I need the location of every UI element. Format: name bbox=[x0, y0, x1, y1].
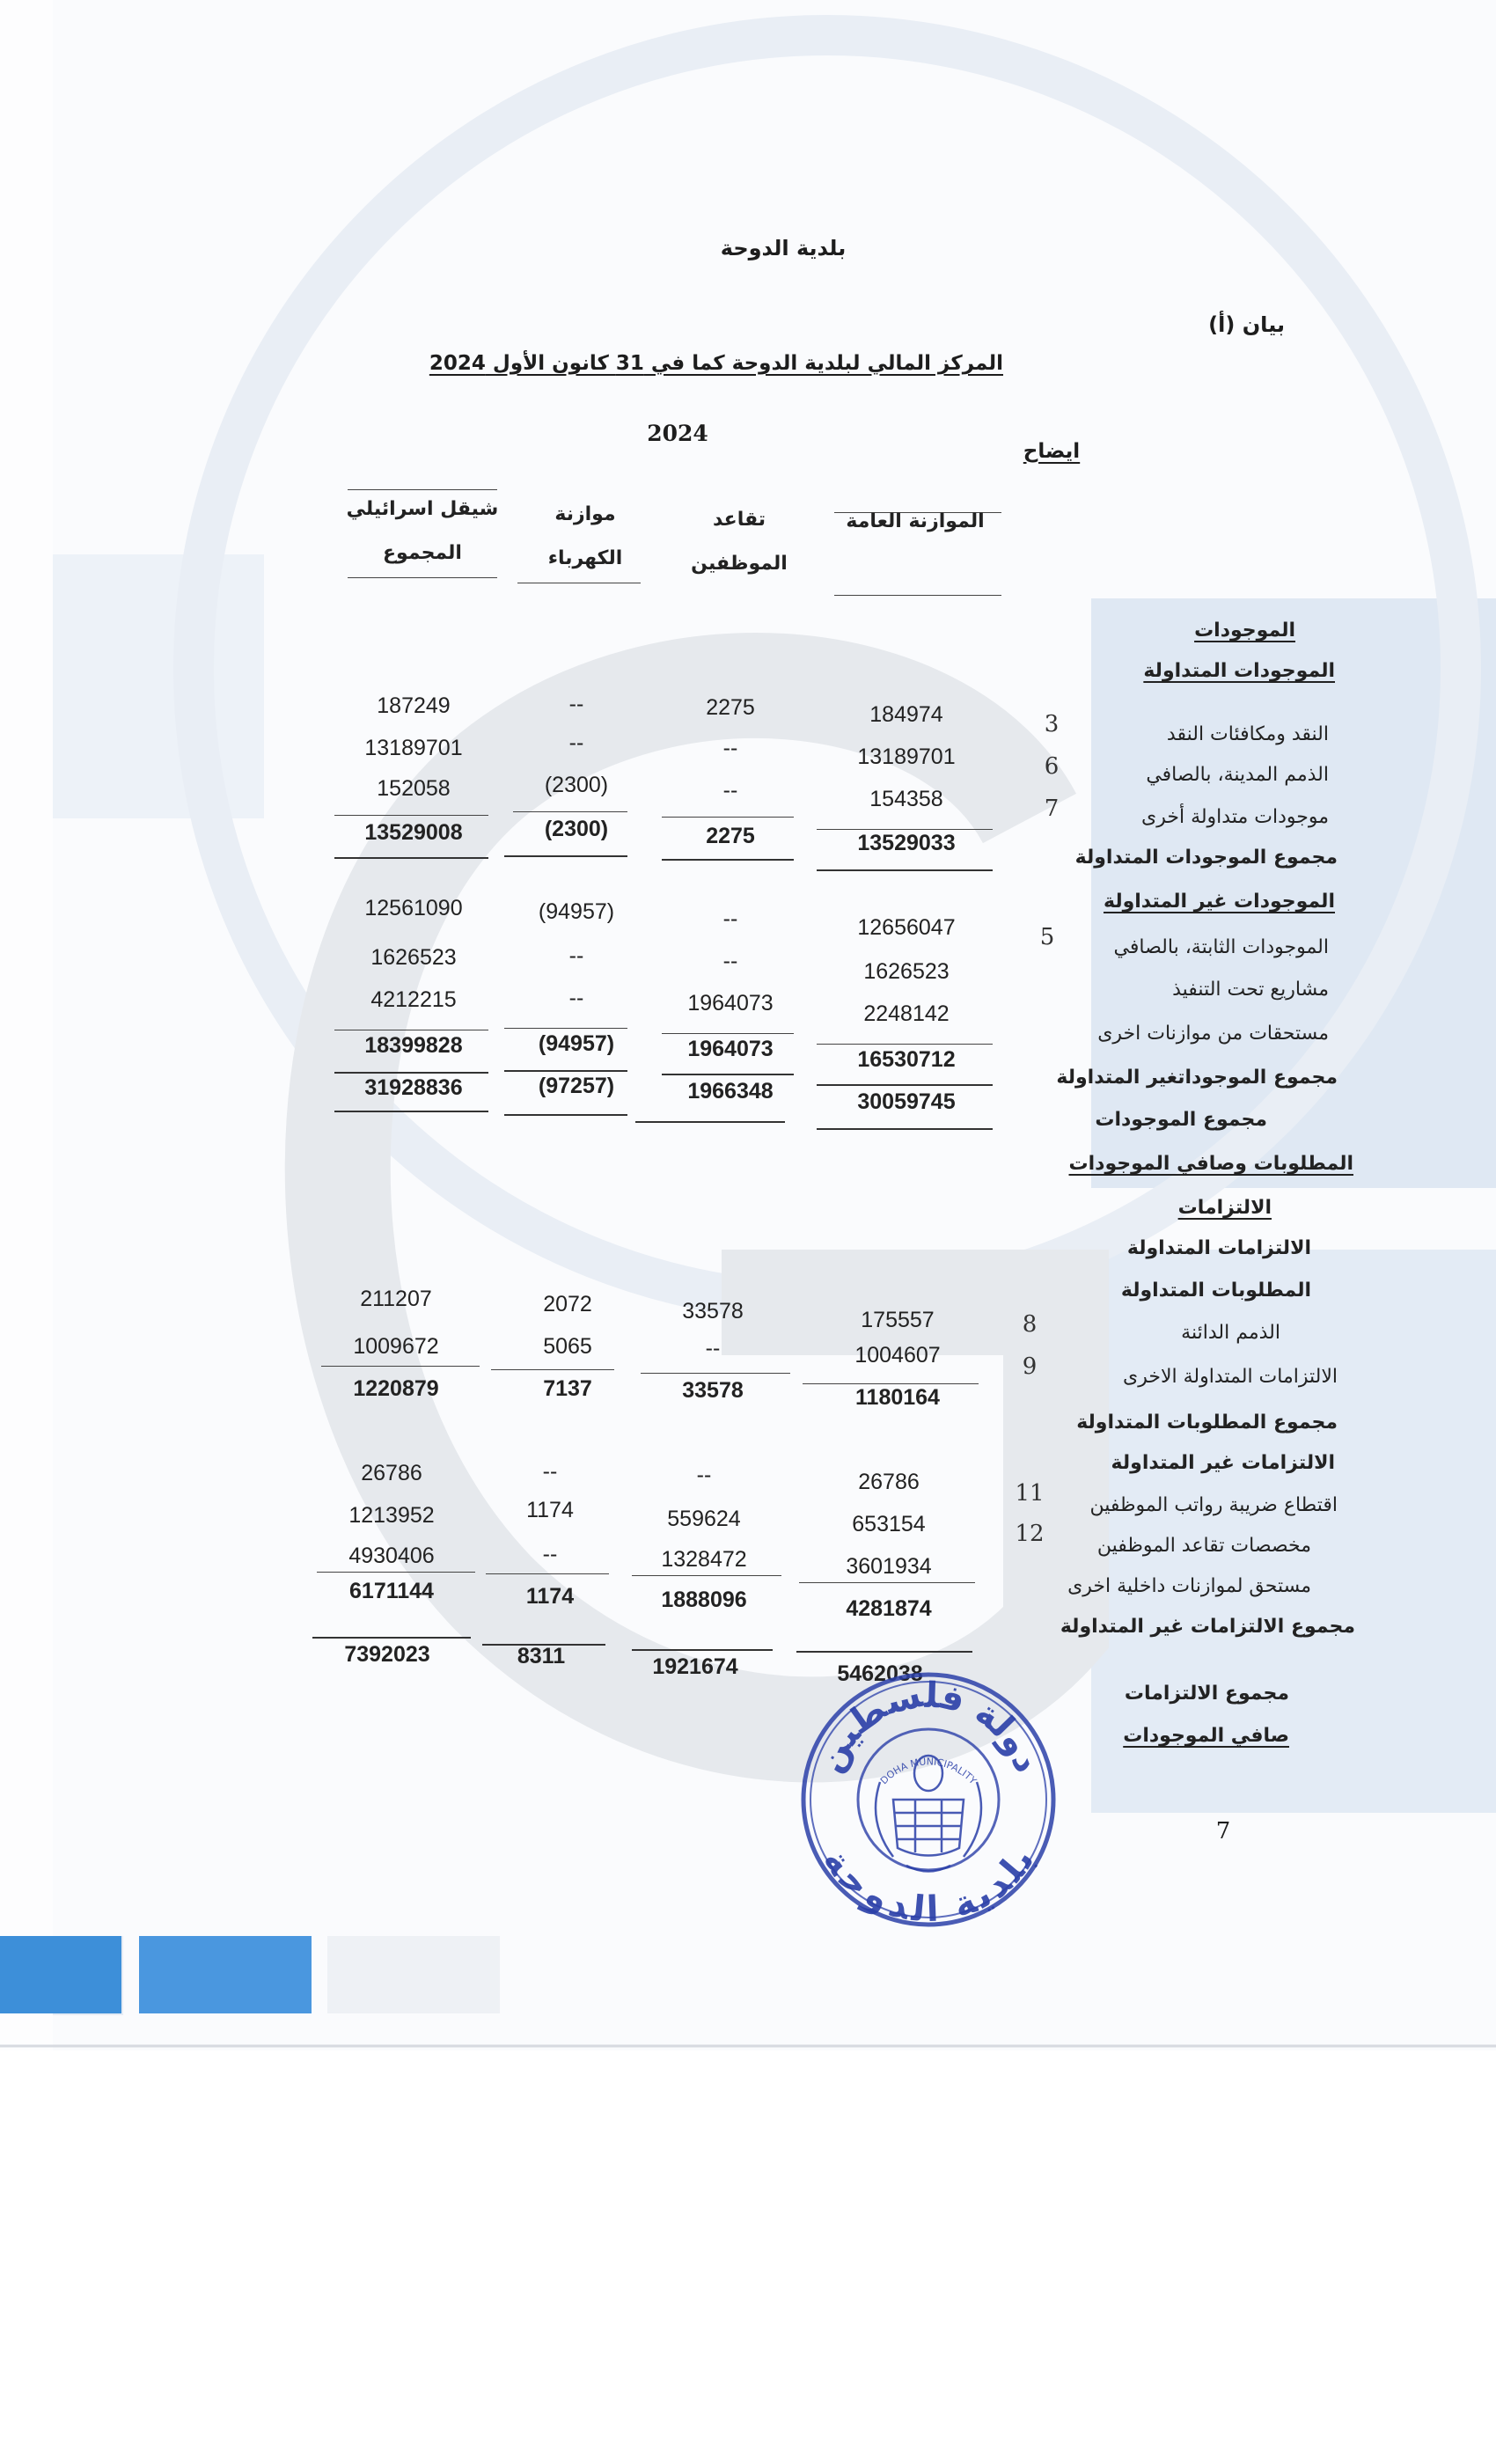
rule-between-totals bbox=[504, 1070, 627, 1072]
section-net-assets: صافي الموجودات bbox=[1123, 1725, 1289, 1747]
row-general: 3601934 bbox=[846, 1554, 932, 1579]
year-heading: 2024 bbox=[647, 421, 708, 446]
rule-above-total-obligations bbox=[632, 1649, 773, 1651]
row-general: 1004607 bbox=[854, 1343, 941, 1368]
total-current-liabilities-total: 1220879 bbox=[353, 1376, 439, 1401]
rule-above-total-obligations bbox=[796, 1651, 972, 1653]
total-non-current-obligations-general: 4281874 bbox=[846, 1596, 932, 1621]
total-non-current-obligations-electricity: 1174 bbox=[525, 1584, 575, 1609]
rule-above-non-current-obligations-total bbox=[632, 1575, 781, 1576]
row-label: مستحقات من موازنات اخرى bbox=[1097, 1023, 1329, 1045]
rule-above-current-assets-total bbox=[662, 817, 794, 818]
row-electricity: 1174 bbox=[526, 1498, 574, 1522]
column-header-pension-line1: تقاعد bbox=[712, 509, 766, 531]
row-pension: 2275 bbox=[706, 695, 755, 720]
row-total: 1626523 bbox=[370, 945, 457, 970]
total-non-current-total: 18399828 bbox=[364, 1033, 463, 1058]
section-total-non-current-obligations: مجموع الالتزامات غير المتداولة bbox=[1060, 1616, 1355, 1638]
row-electricity: -- bbox=[568, 986, 584, 1010]
row-total: 13189701 bbox=[364, 736, 463, 760]
total-obligations-pension: 1921674 bbox=[652, 1654, 738, 1679]
rule-above-current-assets-total bbox=[513, 811, 627, 812]
total-non-current-pension: 1964073 bbox=[687, 1037, 774, 1061]
row-general: 26786 bbox=[858, 1470, 920, 1494]
total-assets-pension: 1966348 bbox=[687, 1079, 774, 1104]
row-total: 1213952 bbox=[348, 1503, 435, 1528]
row-general: 13189701 bbox=[857, 744, 956, 769]
notes-column-header: ايضاح bbox=[1023, 440, 1081, 463]
section-current-liabilities: المطلوبات المتداولة bbox=[1120, 1280, 1311, 1302]
row-label: الذمم الدائنة bbox=[1181, 1322, 1280, 1344]
section-non-current-obligations: الالتزامات غير المتداولة bbox=[1111, 1452, 1335, 1474]
official-stamp bbox=[796, 1668, 1060, 1932]
rule-below-current-assets-total bbox=[817, 869, 993, 871]
column-header-electricity-line1: موازنة bbox=[554, 503, 616, 525]
row-electricity: 2072 bbox=[543, 1292, 592, 1316]
rule-below-total-assets bbox=[504, 1114, 627, 1116]
rule-above-non-current-obligations-total bbox=[317, 1572, 475, 1573]
rule-below-current-assets-total bbox=[334, 857, 488, 859]
section-non-current-assets: الموجودات غير المتداولة bbox=[1103, 891, 1335, 913]
row-label: مخصصات تقاعد الموظفين bbox=[1096, 1535, 1311, 1557]
row-electricity: (2300) bbox=[544, 773, 609, 797]
section-liabilities-and-net-assets: المطلوبات وصافي الموجودات bbox=[1068, 1153, 1353, 1175]
rule-below-current-assets-total bbox=[504, 855, 627, 857]
rule-above-non-current-total bbox=[662, 1033, 794, 1034]
row-general: 184974 bbox=[869, 702, 943, 727]
rule-above-non-current-total bbox=[817, 1044, 993, 1045]
column-header-electricity-line2: الكهرباء bbox=[547, 547, 623, 569]
column-header-general-budget: الموازنة العامة bbox=[846, 510, 985, 532]
total-non-current-electricity: (94957) bbox=[538, 1031, 615, 1056]
row-total: 26786 bbox=[361, 1461, 422, 1485]
total-assets-general: 30059745 bbox=[857, 1089, 956, 1114]
report-title: المركز المالي لبلدية الدوحة كما في 31 كانون الأول 2024 bbox=[429, 352, 1003, 375]
row-note: 7 bbox=[1044, 796, 1060, 822]
section-assets: الموجودات bbox=[1194, 620, 1295, 642]
section-current-assets: الموجودات المتداولة bbox=[1143, 660, 1335, 682]
column-header-pension-line2: الموظفين bbox=[691, 553, 788, 575]
section-total-assets: مجموع الموجودات bbox=[1095, 1109, 1267, 1131]
rule-between-totals bbox=[817, 1084, 993, 1086]
total-current-assets-general: 13529033 bbox=[857, 831, 956, 855]
municipality-name: بلدية الدوحة bbox=[720, 236, 847, 260]
section-total-current-liabilities: مجموع المطلوبات المتداولة bbox=[1076, 1412, 1338, 1434]
row-electricity: -- bbox=[568, 730, 584, 755]
row-pension: -- bbox=[722, 736, 738, 760]
row-total: 152058 bbox=[377, 776, 451, 801]
row-note: 11 bbox=[1015, 1480, 1045, 1507]
row-general: 12656047 bbox=[857, 915, 956, 940]
header-rule-general-bottom bbox=[834, 595, 1001, 596]
row-label: موجودات متداولة أخرى bbox=[1141, 806, 1329, 828]
row-pension: -- bbox=[722, 906, 738, 931]
rule-above-non-current-obligations-total bbox=[486, 1573, 609, 1574]
column-header-total-line2: المجموع bbox=[383, 542, 462, 564]
rule-above-current-liabilities-total bbox=[491, 1369, 614, 1370]
section-total-current-assets: مجموع الموجودات المتداولة bbox=[1074, 847, 1338, 869]
rule-between-totals bbox=[662, 1074, 794, 1075]
total-current-assets-pension: 2275 bbox=[706, 824, 755, 848]
row-general: 2248142 bbox=[863, 1001, 950, 1026]
stamp-english-text: DOHA MUNICIPALITY bbox=[877, 1756, 979, 1787]
row-general: 653154 bbox=[852, 1512, 926, 1536]
row-pension: 33578 bbox=[682, 1299, 744, 1324]
rule-between-totals bbox=[334, 1072, 488, 1074]
row-pension: 559624 bbox=[667, 1507, 741, 1531]
row-label: النقد ومكافئات النقد bbox=[1166, 723, 1329, 745]
stamp-bottom-text: بلدية الدوحة bbox=[815, 1841, 1043, 1931]
total-obligations-electricity: 8311 bbox=[517, 1644, 566, 1668]
rule-above-current-assets-total bbox=[334, 815, 488, 816]
total-assets-electricity: (97257) bbox=[538, 1074, 615, 1098]
row-general: 154358 bbox=[869, 787, 943, 811]
rule-above-current-assets-total bbox=[817, 829, 993, 830]
row-pension: 1964073 bbox=[687, 991, 774, 1016]
section-obligations: الالتزامات bbox=[1177, 1197, 1272, 1219]
row-label: مشاريع تحت التنفيذ bbox=[1172, 979, 1329, 1001]
row-note: 8 bbox=[1022, 1311, 1038, 1338]
total-obligations-total: 7392023 bbox=[344, 1642, 430, 1667]
row-note: 5 bbox=[1039, 924, 1055, 950]
section-total-obligations: مجموع الالتزامات bbox=[1124, 1683, 1289, 1705]
rule-above-current-liabilities-total bbox=[803, 1383, 979, 1384]
row-pension: -- bbox=[722, 778, 738, 803]
rule-below-total-assets bbox=[635, 1121, 785, 1123]
row-pension: 1328472 bbox=[661, 1547, 747, 1572]
row-note: 12 bbox=[1015, 1521, 1045, 1547]
row-total: 187249 bbox=[377, 693, 451, 718]
rule-above-non-current-total bbox=[504, 1028, 627, 1029]
total-non-current-obligations-pension: 1888096 bbox=[661, 1588, 747, 1612]
row-electricity: -- bbox=[542, 1459, 558, 1484]
total-current-assets-total: 13529008 bbox=[364, 820, 463, 845]
row-label: مستحق لموازنات داخلية اخرى bbox=[1067, 1575, 1311, 1597]
total-assets-total: 31928836 bbox=[364, 1075, 463, 1100]
row-pension: -- bbox=[696, 1463, 712, 1487]
rule-below-total-assets bbox=[817, 1128, 993, 1130]
total-current-liabilities-general: 1180164 bbox=[855, 1385, 940, 1410]
total-obligations-general: 5462038 bbox=[837, 1661, 923, 1686]
rule-above-total-obligations bbox=[312, 1637, 471, 1639]
row-total: 211207 bbox=[360, 1287, 432, 1311]
row-electricity: -- bbox=[568, 943, 584, 968]
row-total: 12561090 bbox=[364, 896, 463, 920]
total-non-current-obligations-total: 6171144 bbox=[349, 1579, 434, 1603]
row-electricity: -- bbox=[568, 692, 584, 716]
svg-text:DOHA MUNICIPALITY bbox=[878, 1756, 979, 1786]
row-label: اقتطاع ضريبة رواتب الموظفين bbox=[1089, 1494, 1338, 1516]
page-number: 7 bbox=[1215, 1818, 1231, 1844]
total-current-liabilities-pension: 33578 bbox=[682, 1378, 744, 1403]
section-current-obligations: الالتزامات المتداولة bbox=[1126, 1237, 1311, 1259]
column-header-total-line1: شيقل اسرائيلي bbox=[346, 498, 499, 520]
rule-above-current-liabilities-total bbox=[641, 1373, 790, 1374]
statement-label: بيان (أ) bbox=[1208, 312, 1285, 337]
row-label: الذمم المدينة، بالصافي bbox=[1146, 764, 1329, 786]
total-current-assets-electricity: (2300) bbox=[544, 817, 609, 841]
row-pension: -- bbox=[722, 949, 738, 973]
row-total: 1009672 bbox=[353, 1334, 439, 1359]
header-rule-total-top bbox=[348, 489, 497, 490]
row-note: 6 bbox=[1044, 753, 1060, 780]
total-current-liabilities-electricity: 7137 bbox=[543, 1376, 592, 1401]
row-general: 175557 bbox=[861, 1308, 935, 1332]
section-total-non-current-assets: مجموع الموجوداتغير المتداولة bbox=[1056, 1067, 1338, 1089]
rule-below-total-assets bbox=[334, 1111, 488, 1112]
row-total: 4930406 bbox=[348, 1544, 435, 1568]
stamp-top-text: دولة فلسطين bbox=[809, 1675, 1048, 1778]
row-label: الالتزامات المتداولة الاخرى bbox=[1122, 1366, 1338, 1388]
header-rule-total-bottom bbox=[348, 577, 497, 578]
row-electricity: (94957) bbox=[538, 899, 615, 924]
row-general: 1626523 bbox=[863, 959, 950, 984]
rule-below-current-assets-total bbox=[662, 859, 794, 861]
rule-above-current-liabilities-total bbox=[321, 1366, 480, 1367]
row-electricity: -- bbox=[542, 1542, 558, 1566]
row-pension: -- bbox=[705, 1336, 721, 1360]
row-label: الموجودات الثابتة، بالصافي bbox=[1113, 936, 1329, 958]
total-non-current-general: 16530712 bbox=[857, 1047, 956, 1072]
row-total: 4212215 bbox=[370, 987, 457, 1012]
row-electricity: 5065 bbox=[543, 1334, 592, 1359]
row-note: 3 bbox=[1044, 711, 1060, 737]
rule-above-non-current-obligations-total bbox=[799, 1582, 975, 1583]
row-note: 9 bbox=[1022, 1353, 1038, 1380]
